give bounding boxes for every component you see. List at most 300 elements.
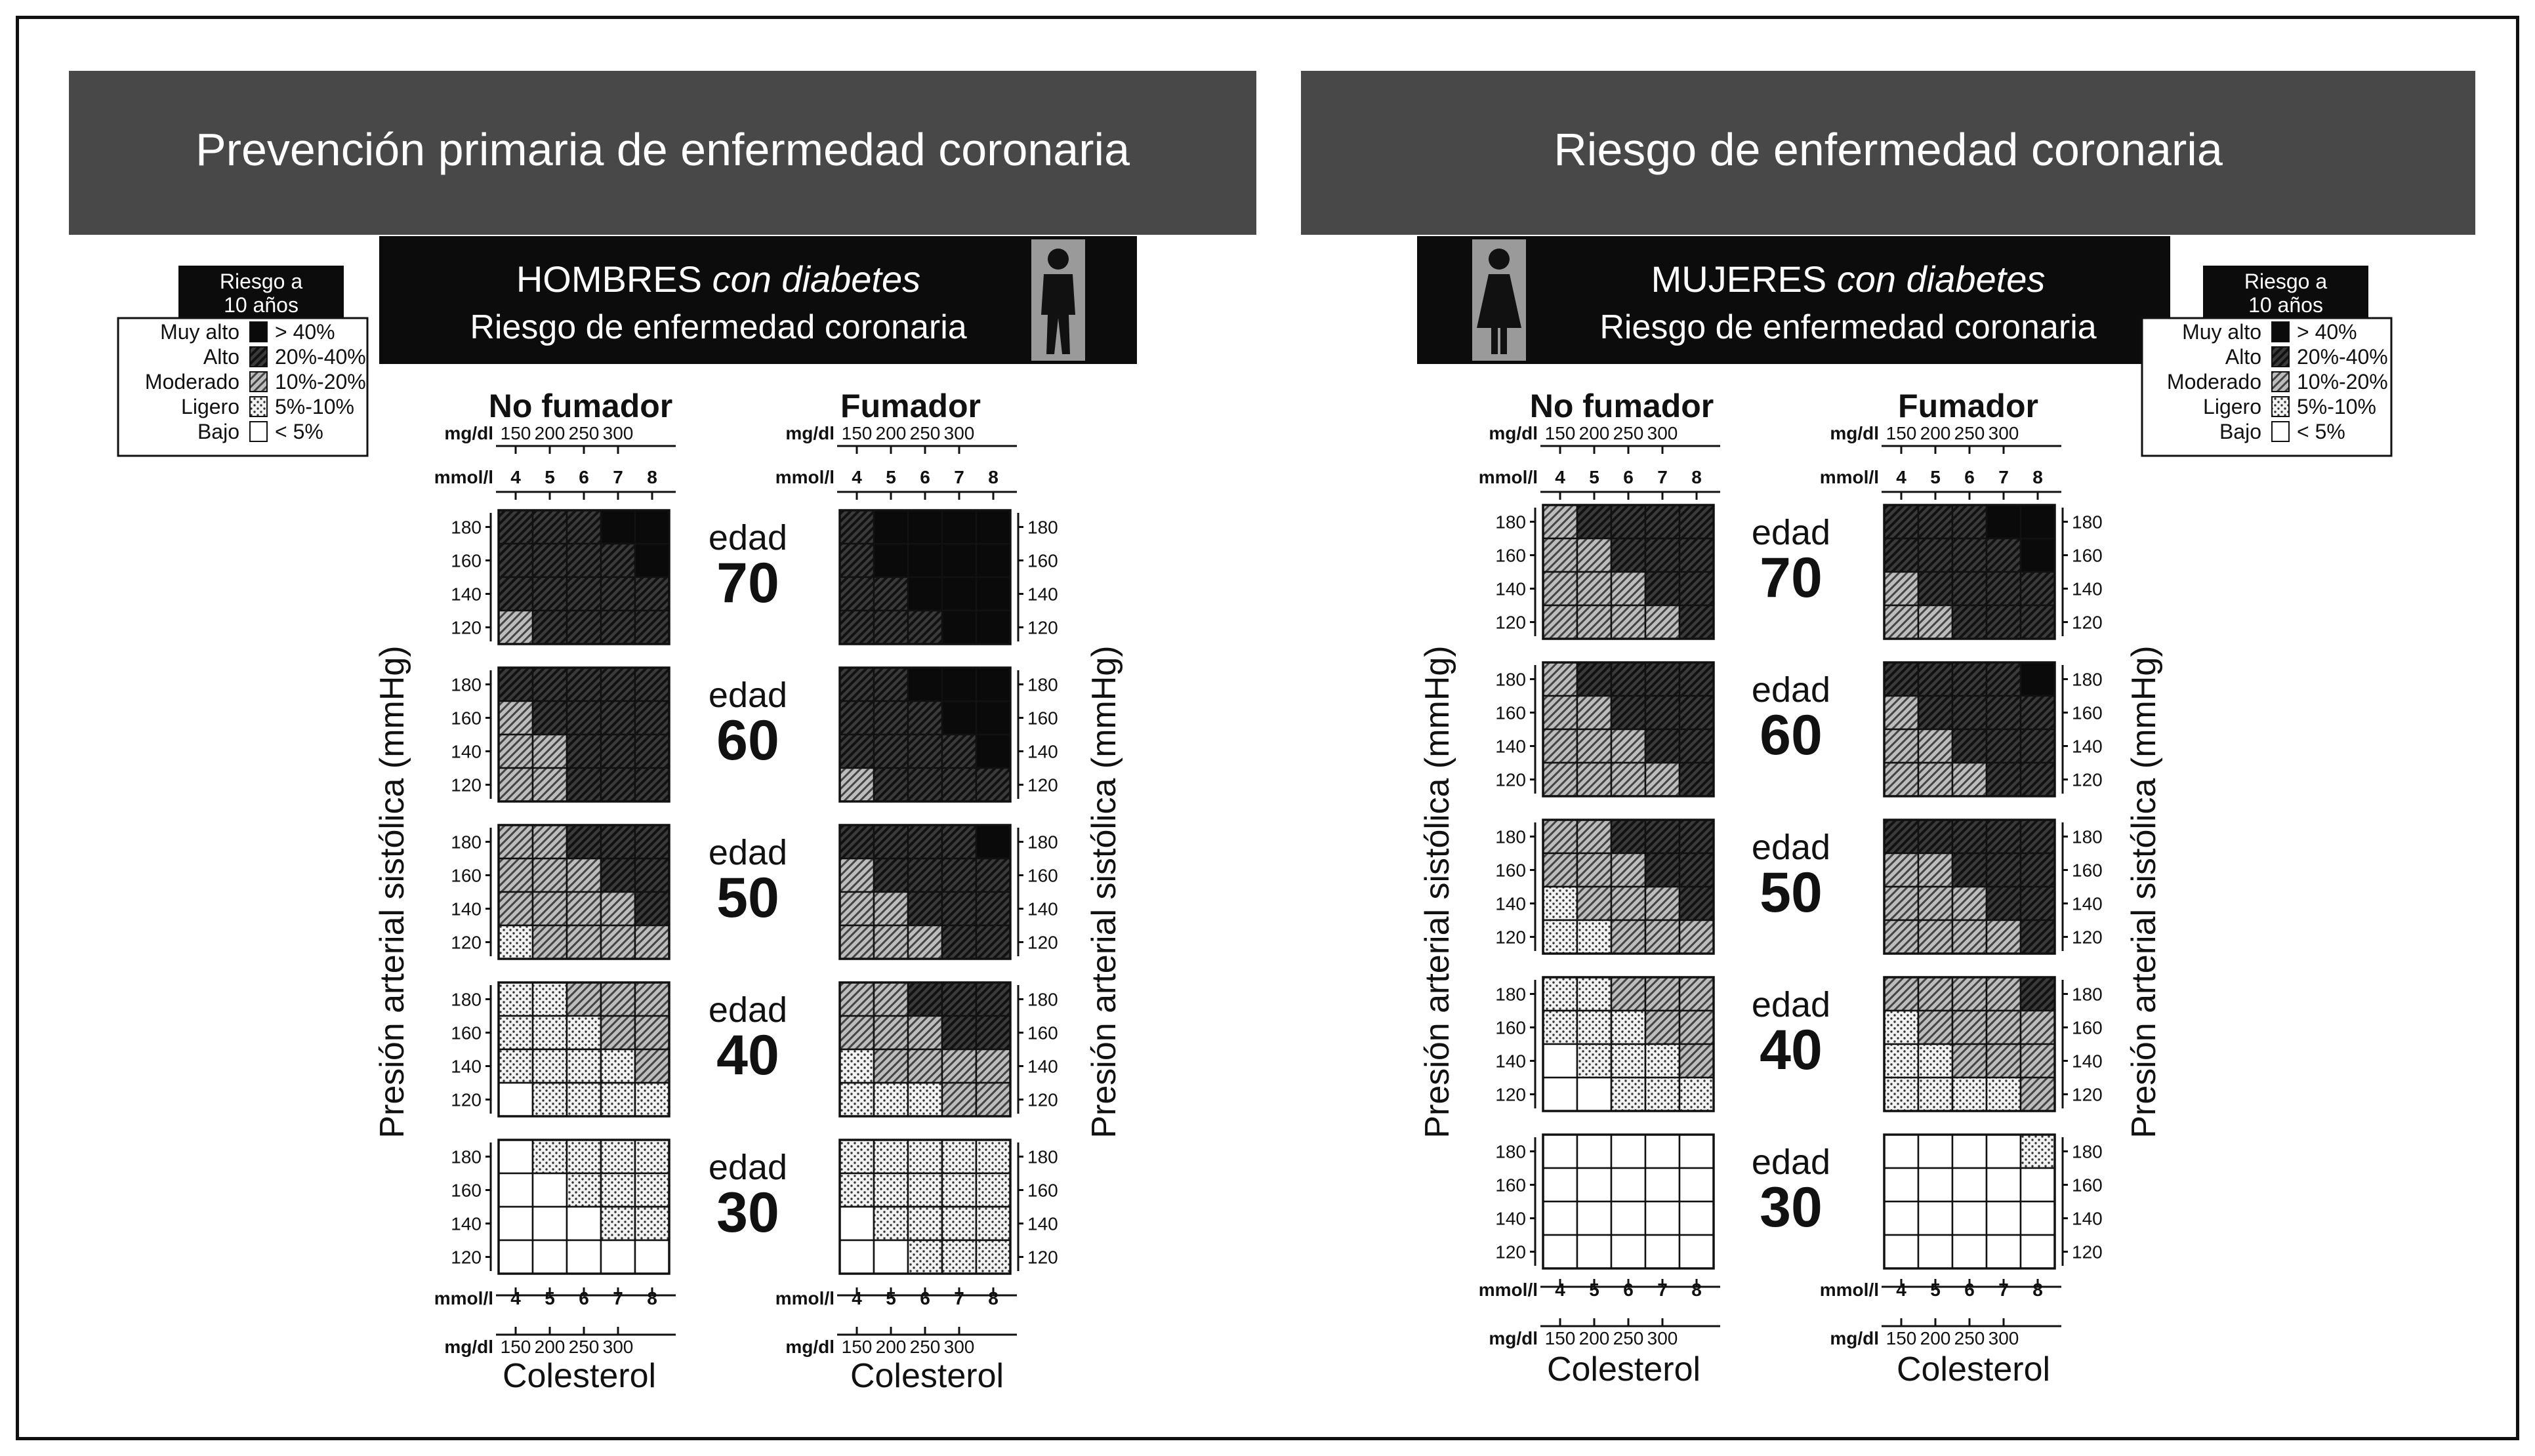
risk-cell [1645,572,1680,605]
risk-cell [635,1049,669,1083]
risk-cell [976,701,1010,735]
risk-cell [533,892,567,925]
risk-cell [1611,853,1645,887]
mmol-tick: 8 [647,467,657,487]
risk-cell [601,735,635,768]
sbp-tick: 160 [451,1180,482,1201]
sbp-tick: 140 [1495,578,1526,599]
mmol-tick: 8 [2032,467,2043,487]
risk-cell [1543,662,1577,696]
risk-cell [2021,1044,2055,1078]
risk-cell [840,577,874,611]
mmol-tick: 6 [1964,1280,1975,1300]
sbp-tick: 120 [451,775,482,796]
risk-cell [976,735,1010,768]
risk-cell [2021,1202,2055,1235]
mgdl-label: mg/dl [785,1337,835,1357]
risk-cell [908,892,942,925]
risk-cell [1611,662,1645,696]
risk-cell [1918,1044,1952,1078]
risk-cell [1611,1235,1645,1268]
sbp-tick: 180 [1027,832,1058,853]
mgdl-tick: 300 [1988,423,2019,443]
sbp-tick: 180 [2072,669,2103,690]
risk-cell [976,1173,1010,1207]
sbp-tick: 160 [1027,550,1058,571]
risk-cell [567,510,601,544]
risk-cell [1577,505,1611,538]
risk-grid-age-70 [1495,505,1714,639]
mmol-tick: 7 [613,467,623,487]
sbp-tick: 180 [451,989,482,1010]
risk-cell [635,701,669,735]
mmol-label: mmol/l [1819,1280,1879,1300]
risk-cell [601,701,635,735]
age-word: edad [1751,670,1831,710]
risk-cell [635,1016,669,1049]
risk-cell [499,1240,533,1274]
mmol-tick: 6 [920,467,930,487]
risk-cell [1884,1235,1918,1268]
mgdl-tick: 150 [1544,423,1576,443]
group-header: No fumador [488,388,673,424]
legend-swatch [250,422,267,441]
mgdl-tick: 300 [1647,423,1678,443]
risk-cell [942,925,976,959]
risk-cell [567,611,601,644]
mgdl-tick: 200 [875,1337,907,1357]
risk-cell [601,611,635,644]
risk-cell [908,544,942,577]
cholesterol-axis-bottom [434,1287,676,1357]
risk-cell [1987,1135,2021,1168]
risk-grid-age-50 [1495,820,1714,954]
risk-cell [1918,1078,1952,1111]
risk-cell [567,892,601,925]
risk-cell [601,1207,635,1240]
y-axis-title: Presión arterial sistólica (mmHg) [1085,645,1123,1139]
legend-label: Muy alto [160,320,239,344]
mmol-label: mmol/l [434,467,493,487]
mmol-tick: 7 [613,1288,623,1308]
risk-cell [840,544,874,577]
risk-cell [874,768,908,801]
mmol-tick: 5 [1930,467,1941,487]
sbp-tick: 180 [1027,1146,1058,1167]
risk-cell [2021,1235,2055,1268]
risk-cell [1577,1235,1611,1268]
mmol-tick: 4 [852,467,862,487]
sbp-tick: 140 [2072,893,2103,914]
subtitle-line1: HOMBRES con diabetes [516,258,921,300]
risk-grid-age-60 [1495,662,1714,796]
sbp-tick: 140 [1495,736,1526,757]
mmol-tick: 7 [1657,1280,1668,1300]
mgdl-tick: 250 [568,423,600,443]
risk-cell [2021,1078,2055,1111]
risk-cell [2021,1011,2055,1044]
panel-title: Riesgo de enfermedad coronaria [1554,124,2223,175]
risk-grid-age-60 [451,668,669,801]
mgdl-tick: 200 [1920,423,1951,443]
risk-grid-age-40 [451,982,669,1116]
mgdl-tick: 150 [1886,423,1917,443]
risk-cell [635,825,669,859]
risk-cell [942,982,976,1016]
risk-cell [635,611,669,644]
sbp-tick: 180 [1027,989,1058,1010]
risk-cell [2021,696,2055,729]
mgdl-tick: 300 [1988,1328,2019,1348]
risk-cell [1611,1135,1645,1168]
risk-cell [1577,763,1611,796]
sbp-tick: 180 [1495,669,1526,690]
risk-cell [601,577,635,611]
risk-cell [1918,853,1952,887]
mgdl-tick: 150 [841,1337,873,1357]
risk-cell [1543,887,1577,920]
age-word: edad [1751,513,1831,552]
risk-cell [567,982,601,1016]
mgdl-label: mg/dl [785,423,835,443]
risk-cell [1918,1202,1952,1235]
sbp-tick: 140 [1027,741,1058,762]
cholesterol-axis-top [1479,423,1720,500]
risk-cell [942,825,976,859]
risk-cell [1577,1168,1611,1202]
risk-grid-age-40 [1884,977,2103,1111]
risk-cell [1918,572,1952,605]
mmol-tick: 4 [852,1288,862,1308]
risk-cell [1577,920,1611,954]
risk-cell [1952,696,1987,729]
risk-cell [1645,662,1680,696]
sbp-tick: 140 [2072,578,2103,599]
risk-cell [1987,1202,2021,1235]
risk-cell [1952,1044,1987,1078]
risk-cell [942,768,976,801]
risk-cell [1884,853,1918,887]
risk-cell [840,982,874,1016]
mmol-tick: 8 [1691,467,1702,487]
risk-cell [1543,696,1577,729]
risk-cell [840,1049,874,1083]
risk-cell [1611,1168,1645,1202]
risk-cell [1611,887,1645,920]
risk-cell [1577,853,1611,887]
sbp-tick: 180 [1495,826,1526,847]
risk-cell [942,577,976,611]
sbp-tick: 120 [451,1247,482,1268]
sbp-tick: 160 [2072,702,2103,723]
risk-cell [1543,920,1577,954]
sbp-tick: 160 [2072,1175,2103,1196]
risk-cell [2021,977,2055,1011]
sbp-tick: 140 [451,1213,482,1234]
sbp-tick: 180 [2072,826,2103,847]
risk-cell [601,925,635,959]
risk-cell [1884,505,1918,538]
risk-cell [1611,1011,1645,1044]
sbp-tick: 160 [1027,1022,1058,1043]
risk-cell [976,1083,1010,1116]
risk-cell [1884,1044,1918,1078]
sbp-tick: 120 [1495,927,1526,948]
sbp-tick: 120 [1027,775,1058,796]
mmol-tick: 5 [886,1288,896,1308]
risk-cell [499,668,533,701]
risk-cell [1645,1235,1680,1268]
risk-cell [1987,538,2021,572]
mgdl-tick: 200 [534,1337,566,1357]
age-value: 30 [716,1181,779,1244]
mgdl-label: mg/dl [1489,423,1538,443]
risk-cell [1577,662,1611,696]
risk-cell [533,611,567,644]
cholesterol-axis-bottom [1479,1279,1720,1348]
mgdl-tick: 250 [1954,423,1985,443]
risk-cell [635,544,669,577]
risk-cell [499,768,533,801]
risk-cell [1645,853,1680,887]
risk-cell [1680,696,1714,729]
risk-cell [499,1207,533,1240]
risk-cell [1884,1135,1918,1168]
risk-cell [1918,505,1952,538]
legend-label: Alto [2225,345,2261,369]
risk-cell [601,1173,635,1207]
legend-header-line1: Riesgo a [219,270,303,293]
risk-grid-age-30 [1495,1135,1714,1268]
risk-cell [1611,1044,1645,1078]
risk-cell [1952,853,1987,887]
risk-cell [942,1207,976,1240]
risk-cell [1645,1078,1680,1111]
risk-cell [874,701,908,735]
risk-cell [1987,696,2021,729]
risk-cell [601,544,635,577]
risk-cell [976,925,1010,959]
cholesterol-axis-bottom [775,1287,1017,1357]
risk-cell [601,982,635,1016]
sbp-tick: 120 [451,932,482,953]
risk-cell [1987,763,2021,796]
risk-cell [840,668,874,701]
risk-cell [874,1207,908,1240]
sbp-tick: 120 [451,1089,482,1110]
legend-label: Bajo [2219,420,2261,443]
risk-cell [567,1207,601,1240]
risk-cell [976,892,1010,925]
risk-cell [1680,763,1714,796]
risk-cell [874,859,908,892]
risk-cell [874,577,908,611]
risk-cell [976,1207,1010,1240]
risk-cell [635,1140,669,1173]
risk-cell [1680,820,1714,853]
sbp-tick: 140 [451,741,482,762]
risk-cell [1645,1011,1680,1044]
risk-cell [976,577,1010,611]
risk-cell [1543,820,1577,853]
risk-cell [976,768,1010,801]
risk-cell [908,925,942,959]
sbp-tick: 180 [1495,1141,1526,1162]
risk-cell [1680,1011,1714,1044]
mmol-tick: 5 [1930,1280,1941,1300]
risk-cell [1952,820,1987,853]
legend-range: > 40% [2297,320,2357,344]
legend-swatch [250,372,267,392]
mgdl-tick: 300 [943,423,975,443]
risk-cell [2021,729,2055,763]
risk-cell [635,668,669,701]
risk-cell [1680,1202,1714,1235]
age-value: 30 [1760,1176,1823,1239]
risk-cell [1918,1235,1952,1268]
y-axis-title: Presión arterial sistólica (mmHg) [373,645,411,1139]
risk-cell [1952,605,1987,639]
risk-cell [533,1016,567,1049]
mgdl-label: mg/dl [1830,1328,1879,1348]
risk-cell [942,859,976,892]
x-axis-title: Colesterol [1896,1350,2051,1388]
legend-range: 20%-40% [275,345,366,369]
sbp-tick: 180 [1495,984,1526,1005]
risk-cell [533,1173,567,1207]
risk-cell [1611,1078,1645,1111]
risk-cell [499,1140,533,1173]
risk-cell [1680,605,1714,639]
mgdl-tick: 200 [1920,1328,1951,1348]
risk-cell [1987,1011,2021,1044]
risk-cell [1918,763,1952,796]
mmol-tick: 4 [1555,1280,1565,1300]
risk-cell [1987,1235,2021,1268]
risk-cell [942,1240,976,1274]
risk-cell [1645,820,1680,853]
legend-range: 5%-10% [275,395,354,418]
risk-cell [976,1016,1010,1049]
sbp-tick: 160 [1495,860,1526,881]
x-axis-title: Colesterol [502,1357,657,1395]
risk-cell [1543,729,1577,763]
risk-cell [1680,1168,1714,1202]
figure-head [1048,249,1069,270]
mmol-tick: 4 [510,1288,521,1308]
risk-cell [976,1049,1010,1083]
risk-cell [1680,1078,1714,1111]
risk-cell [1577,820,1611,853]
risk-cell [1884,887,1918,920]
sbp-tick: 160 [1027,708,1058,729]
age-value: 70 [1760,546,1823,609]
risk-cell [533,735,567,768]
risk-cell [567,668,601,701]
risk-cell [840,510,874,544]
risk-cell [1680,853,1714,887]
y-axis-title: Presión arterial sistólica (mmHg) [1418,645,1456,1139]
group-header: Fumador [1898,388,2038,424]
risk-cell [567,701,601,735]
risk-cell [533,925,567,959]
sbp-tick: 140 [2072,1051,2103,1072]
mgdl-tick: 300 [1647,1328,1678,1348]
age-word: edad [1751,985,1831,1024]
risk-cell [2021,763,2055,796]
sbp-tick: 160 [451,865,482,886]
risk-cell [942,1083,976,1116]
risk-cell [567,859,601,892]
risk-cell [499,982,533,1016]
risk-cell [2021,538,2055,572]
risk-cell [1543,1011,1577,1044]
risk-grid-age-30 [1884,1135,2103,1268]
legend-swatch [250,322,267,342]
risk-cell [908,1240,942,1274]
risk-cell [499,1083,533,1116]
risk-cell [976,982,1010,1016]
risk-cell [840,859,874,892]
sbp-tick: 160 [1495,545,1526,566]
risk-cell [874,611,908,644]
sbp-tick: 180 [451,1146,482,1167]
risk-cell [1611,505,1645,538]
sbp-tick: 140 [1495,893,1526,914]
risk-cell [601,1049,635,1083]
risk-cell [1918,538,1952,572]
risk-cell [1543,763,1577,796]
mmol-tick: 8 [1691,1280,1702,1300]
risk-cell [1884,696,1918,729]
risk-cell [976,1140,1010,1173]
risk-cell [533,510,567,544]
sbp-tick: 120 [1495,1084,1526,1105]
mmol-tick: 6 [579,467,589,487]
risk-cell [1543,605,1577,639]
risk-cell [1918,662,1952,696]
risk-cell [908,611,942,644]
risk-cell [874,1240,908,1274]
mmol-label: mmol/l [1478,467,1538,487]
risk-cell [874,982,908,1016]
risk-cell [2021,662,2055,696]
risk-cell [601,1083,635,1116]
risk-cell [533,577,567,611]
risk-cell [1577,1078,1611,1111]
legend-range: 10%-20% [275,370,366,394]
risk-cell [1680,662,1714,696]
mmol-tick: 4 [1896,467,1906,487]
mmol-tick: 5 [1589,1280,1599,1300]
risk-cell [1987,1168,2021,1202]
sbp-tick: 120 [2072,769,2103,790]
risk-cell [908,577,942,611]
risk-cell [567,1240,601,1274]
subtitle-line1: MUJERES con diabetes [1651,258,2046,300]
mmol-label: mmol/l [775,1288,835,1308]
risk-cell [1577,977,1611,1011]
risk-cell [601,1140,635,1173]
sbp-tick: 120 [2072,1242,2103,1263]
risk-cell [601,510,635,544]
risk-cell [567,1173,601,1207]
y-axis-title: Presión arterial sistólica (mmHg) [2125,645,2163,1139]
risk-cell [1918,820,1952,853]
risk-cell [1987,605,2021,639]
risk-cell [499,611,533,644]
mmol-tick: 8 [988,467,999,487]
